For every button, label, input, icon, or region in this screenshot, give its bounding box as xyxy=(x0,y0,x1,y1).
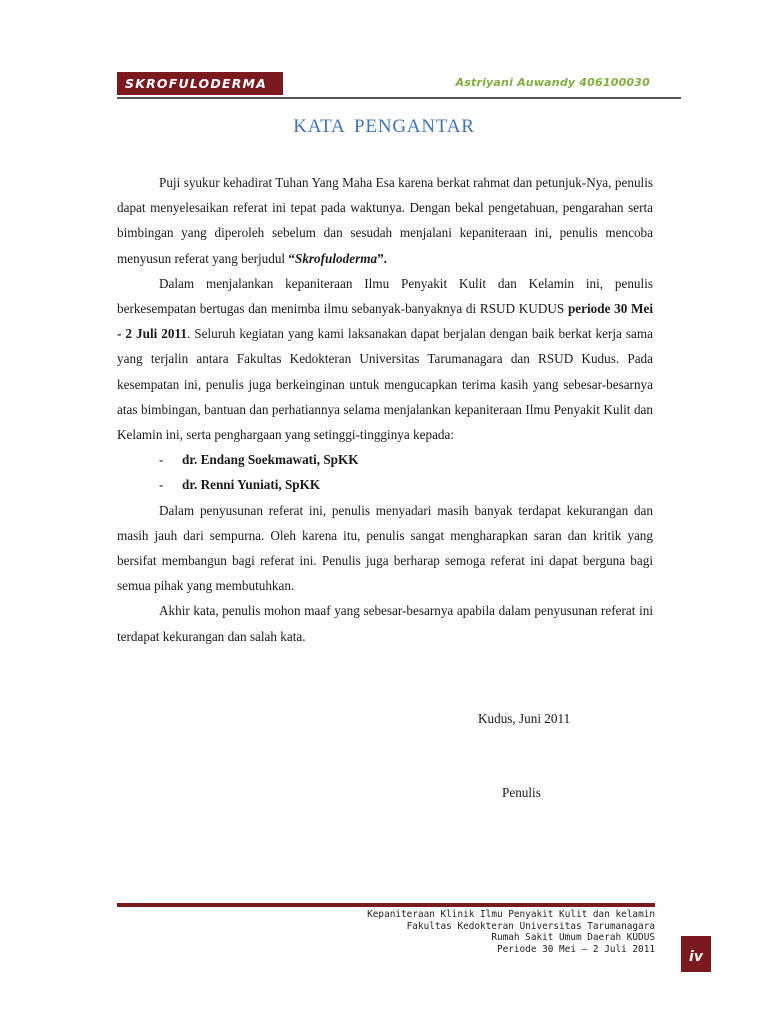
paragraph-1: Puji syukur kehadirat Tuhan Yang Maha Esa karena berkat rahmat dan petunjuk-Nya, penulis dapat menyelesaikan referat ini tepat pada waktunya. Dengan bekal pengetahuan, pengarahan serta bimbingan yang diperoleh sebelum dan sesudah menjalani kepaniteraan ini, penulis mencoba menyusun referat yang berjudul “Skrofuloderma”. xyxy=(117,175,653,266)
footer-line-3: Rumah Sakit Umum Daerah KUDUS xyxy=(491,932,655,943)
page-number: iv xyxy=(681,936,711,972)
footer-divider xyxy=(117,903,655,907)
list-dash: - xyxy=(159,477,164,493)
closing-place-date: Kudus, Juni 2011 xyxy=(478,711,571,726)
period-text: periode 30 Mei - 2 Juli 2011 xyxy=(117,301,654,342)
closing-signature: Penulis xyxy=(502,785,541,800)
referat-title: Skrofuloderma xyxy=(294,250,378,266)
paragraph-3: Dalam penyusunan referat ini, penulis menyadari masih banyak terdapat kekurangan dan masih jauh dari sempurna. Oleh karena itu, penulis sangat mengharapkan saran dan kritik yang bersifat membangun bagi referat ini. Penulis juga berharap semoga referat ini dapat berguna bagi semua pihak yang membutuhkan. xyxy=(117,502,653,594)
footer-line-4: Periode 30 Mei – 2 Juli 2011 xyxy=(496,943,655,955)
footer-line-2: Fakultas Kedokteran Universitas Tarumanagara xyxy=(406,920,655,932)
page-title: KATA PENGANTAR xyxy=(293,116,475,137)
list-name: dr. Endang Soekmawati, SpKK xyxy=(182,452,359,468)
paragraph-2: Dalam menjalankan kepaniteraan Ilmu Penyakit Kulit dan Kelamin ini, penulis berkesempatan bertugas dan menimba ilmu sebanyak-banyaknya di RSUD KUDUS periode 30 Mei - 2 Juli 2011. Seluruh kegiatan yang kami laksanakan dapat berjalan dengan baik berkat kerja sama yang terjalin antara Fakultas Kedokteran Universitas Tarumanagara dan RSUD Kudus. Pada kesempatan ini, penulis juga berkeinginan untuk mengucapkan terima kasih yang sebesar-besarnya atas bimbingan, bantuan dan perhatiannya selama menjalankan kepaniteraan Ilmu Penyakit Kulit dan Kelamin ini, serta penghargaan yang setinggi-tingginya kepada: xyxy=(117,275,654,443)
footer-text xyxy=(367,909,655,955)
list-name: dr. Renni Yuniati, SpKK xyxy=(182,477,321,493)
list-item xyxy=(117,472,653,497)
header-title: SKROFULODERMA xyxy=(125,76,268,91)
list-item xyxy=(117,447,653,472)
header-divider xyxy=(117,97,681,99)
paragraph-4: Akhir kata, penulis mohon maaf yang sebesar-besarnya apabila dalam penyusunan referat ini terdapat kekurangan dan salah kata. xyxy=(117,603,653,644)
document-body xyxy=(117,170,653,649)
header-author: Astriyani Auwandy 406100030 xyxy=(455,76,650,89)
list-dash: - xyxy=(159,452,164,468)
footer-line-1: Kepaniteraan Klinik Ilmu Penyakit Kulit dan kelamin xyxy=(367,909,655,920)
header-title-tab xyxy=(117,72,283,95)
